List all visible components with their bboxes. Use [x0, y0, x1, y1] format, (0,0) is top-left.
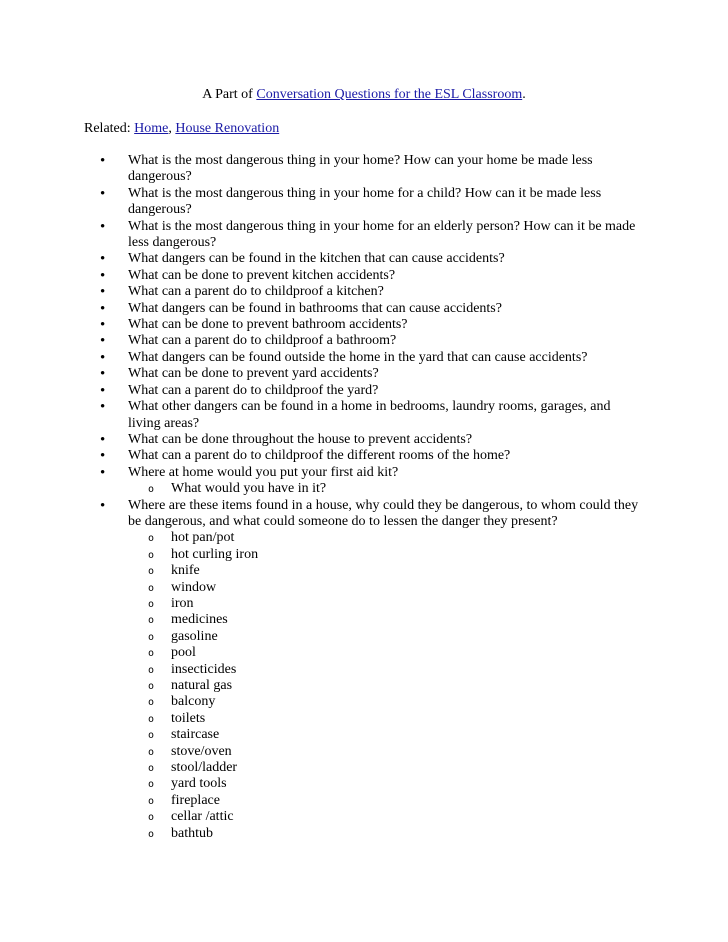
household-item: [128, 776, 644, 792]
question-text: What can be done to prevent kitchen accidents?: [128, 267, 396, 283]
household-item: [128, 629, 644, 645]
household-item-text: staircase: [171, 727, 220, 743]
related-links: [84, 120, 279, 137]
household-item: [128, 596, 644, 612]
related-separator: ,: [168, 121, 176, 136]
sub-question-text: What would you have in it?: [171, 481, 327, 497]
question-text: What is the most dangerous thing in your home for an elderly person? How can it be made less dangerous?: [128, 218, 636, 251]
household-item-text: natural gas: [171, 678, 233, 693]
household-item-text: hot curling iron: [171, 546, 259, 562]
household-item-text: bathtub: [171, 825, 213, 841]
household-item-text: hot pan/pot: [171, 530, 235, 546]
question-item: [84, 383, 644, 399]
household-item: [128, 678, 644, 694]
question-item: [84, 186, 644, 219]
question-item: [84, 498, 644, 843]
household-item-text: insecticides: [171, 661, 237, 677]
question-item: [84, 366, 644, 382]
question-text: Where are these items found in a house, why could they be dangerous, to whom could they be dangerous, and what could someone do to lessen the danger they present?: [128, 497, 639, 529]
household-item: [128, 826, 644, 842]
question-item: [84, 465, 644, 498]
household-item: [128, 547, 644, 563]
question-item: [84, 251, 644, 267]
question-text: What can be done to prevent yard accidents?: [128, 366, 379, 382]
question-item: [84, 333, 644, 349]
related-link-home[interactable]: Home: [134, 121, 169, 136]
question-item: [84, 268, 644, 284]
question-text: What can a parent do to childproof the yard?: [128, 382, 379, 398]
question-text: What can a parent do to childproof the different rooms of the home?: [128, 448, 511, 464]
question-item: [84, 432, 644, 448]
household-item: [128, 760, 644, 776]
question-text: What dangers can be found in the kitchen that can cause accidents?: [128, 251, 505, 267]
question-item: [84, 284, 644, 300]
question-item: [84, 219, 644, 252]
conversation-questions-link[interactable]: Conversation Questions for the ESL Classroom: [256, 87, 523, 102]
question-item: [84, 448, 644, 464]
household-item-text: medicines: [171, 612, 228, 628]
question-text: What is the most dangerous thing in your home for a child? How can it be made less dangerous?: [128, 185, 602, 218]
question-item: [84, 399, 644, 432]
household-item-text: window: [171, 579, 217, 595]
household-item-text: toilets: [171, 710, 206, 726]
household-item-text: iron: [171, 595, 194, 611]
household-item-text: yard tools: [171, 776, 227, 792]
question-item: [84, 153, 644, 186]
question-text: What can be done to prevent bathroom accidents?: [128, 317, 408, 333]
household-item: [128, 711, 644, 727]
header-suffix: .: [522, 87, 526, 102]
question-text: What can be done throughout the house to prevent accidents?: [128, 431, 473, 447]
household-item: [128, 612, 644, 628]
household-item: [128, 580, 644, 596]
question-text: What other dangers can be found in a home in bedrooms, laundry rooms, garages, and living areas?: [128, 399, 611, 431]
household-item-text: knife: [171, 563, 200, 579]
question-item: [84, 317, 644, 333]
related-link-house-renovation[interactable]: House Renovation: [175, 121, 280, 136]
question-text: What is the most dangerous thing in your home? How can your home be made less dangerous?: [128, 153, 593, 185]
first-aid-sub-list: [128, 481, 644, 497]
question-text: What can a parent do to childproof a bathroom?: [128, 333, 397, 349]
document-header: [0, 86, 728, 103]
question-text: Where at home would you put your first aid kit?: [128, 464, 399, 480]
household-item-text: cellar /attic: [171, 809, 234, 825]
household-item-text: stool/ladder: [171, 760, 238, 776]
question-text: What dangers can be found in bathrooms that can cause accidents?: [128, 300, 502, 316]
household-item: [128, 793, 644, 809]
household-item: [128, 662, 644, 678]
household-item-text: balcony: [171, 694, 216, 710]
household-items-list: [128, 530, 644, 842]
question-list: [84, 153, 644, 842]
household-item: [128, 645, 644, 661]
question-item: [84, 301, 644, 317]
sub-question-item: [128, 481, 644, 497]
household-item: [128, 744, 644, 760]
household-item: [128, 694, 644, 710]
household-item: [128, 563, 644, 579]
question-text: What can a parent do to childproof a kitchen?: [128, 284, 384, 300]
household-item: [128, 530, 644, 546]
question-item: [84, 350, 644, 366]
household-item-text: stove/oven: [171, 743, 232, 759]
header-prefix: A Part of: [202, 87, 257, 102]
household-item-text: gasoline: [171, 628, 218, 644]
related-label: Related:: [84, 121, 135, 136]
household-item-text: fireplace: [171, 792, 220, 808]
household-item-text: pool: [171, 645, 196, 661]
question-text: What dangers can be found outside the home in the yard that can cause accidents?: [128, 349, 588, 365]
household-item: [128, 809, 644, 825]
household-item: [128, 727, 644, 743]
